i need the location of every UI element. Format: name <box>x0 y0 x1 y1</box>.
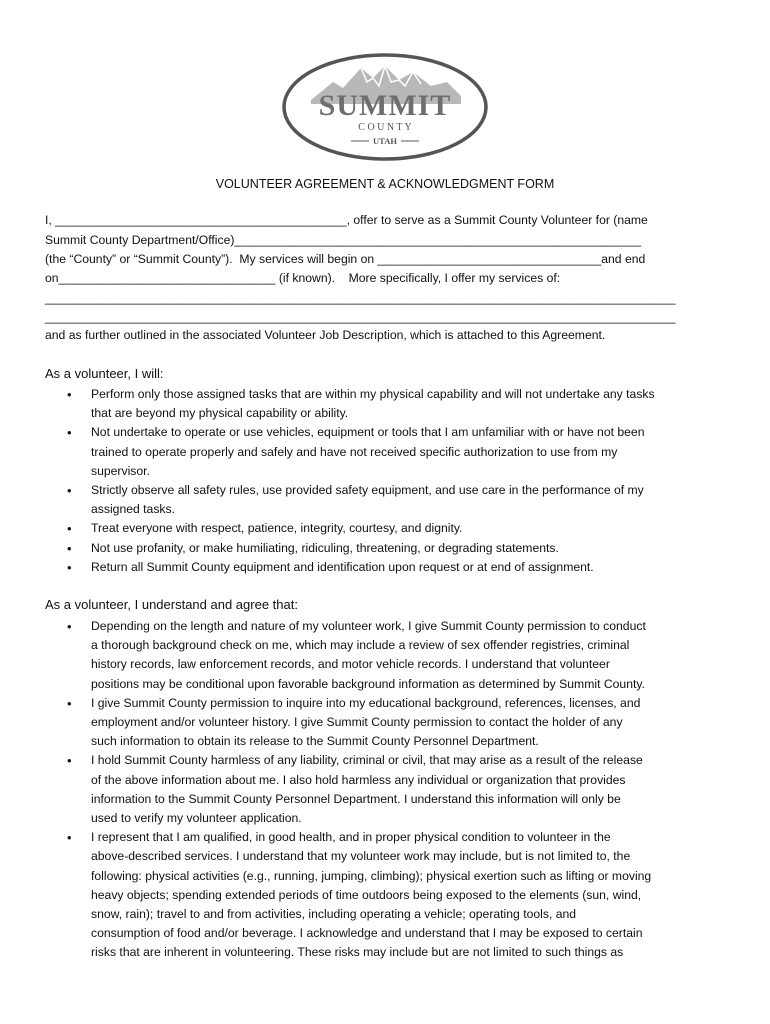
list-item: • Return all Summit County equipment and identification upon request or at end of assignment. <box>45 558 735 577</box>
section-heading-agree: As a volunteer, I understand and agree that: <box>45 597 298 612</box>
logo-county: C O U N T Y <box>358 122 412 133</box>
intro-line: I, ___________________________________________, offer to serve as a Summit County Volunteer for (name <box>45 213 648 227</box>
intro-line: Summit County Department/Office)____________________________________________________________ <box>45 233 642 247</box>
intro-line: on________________________________ (if known). More specifically, I offer my services of: <box>45 271 561 285</box>
list-item: • I hold Summit County harmless of any liability, criminal or civil, that may arise as a result of the release of the above information about me. I also hold harmless any individual or organization that provides information to the Summit County Personnel Department. I understand this information will only be used to verify my volunteer application. <box>45 751 735 828</box>
list-item: • Not use profanity, or make humiliating, ridiculing, threatening, or degrading statements. <box>45 539 735 558</box>
logo-state: UTAH <box>373 136 397 146</box>
list-item: • Depending on the length and nature of my volunteer work, I give Summit County permission to conduct a thorough background check on me, which may include a review of sex offender registries, criminal history records, law enforcement records, and motor vehicle records. I understand that volunteer positions may be conditional upon favorable background information as determined by Summit County. <box>45 617 735 694</box>
list-item: • Perform only those assigned tasks that are within my physical capability and will not undertake any tasks that are beyond my physical capability or ability. <box>45 385 735 423</box>
blank-line: _____________________________________________________________________________________________ <box>45 310 676 324</box>
list-item: • Not undertake to operate or use vehicles, equipment or tools that I am unfamiliar with or have not been trained to operate properly and safely and have not received specific authorization to use from my supervisor. <box>45 423 735 481</box>
form-title: VOLUNTEER AGREEMENT & ACKNOWLEDGMENT FORM <box>215 177 555 191</box>
intro-line: (the “County” or “Summit County”). My services will begin on _________________________________and end <box>45 252 646 266</box>
summit-county-logo <box>281 52 489 162</box>
list-item: • I represent that I am qualified, in good health, and in proper physical condition to volunteer in the above-described services. I understand that my volunteer work may include, but is not limited to, the following: physical activities (e.g., running, jumping, climbing); physical exertion such as lifting or moving heavy objects; spending extended periods of time outdoors being exposed to the elements (sun, wind, snow, rain); travel to and from activities, including operating a vehicle; operating tools, and consumption of food and/or beverage. I acknowledge and understand that I may be exposed to certain risks that are inherent in volunteering. These risks may include but are not limited to such things as <box>45 828 735 962</box>
will-list <box>45 385 735 577</box>
list-item: • I give Summit County permission to inquire into my educational background, references, licenses, and employment and/or volunteer history. I give Summit County permission to contact the holder of any such information to obtain its release to the Summit County Personnel Department. <box>45 694 735 752</box>
agree-list <box>45 617 735 963</box>
list-item: • Strictly observe all safety rules, use provided safety equipment, and use care in the performance of my assigned tasks. <box>45 481 735 519</box>
logo-wordmark: SUMMIT <box>318 89 452 122</box>
section-heading-will: As a volunteer, I will: <box>45 366 164 381</box>
intro-line: and as further outlined in the associated Volunteer Job Description, which is attached to this Agreement. <box>45 328 606 342</box>
list-item: • Treat everyone with respect, patience, integrity, courtesy, and dignity. <box>45 519 735 538</box>
blank-line: _____________________________________________________________________________________________ <box>45 291 676 305</box>
